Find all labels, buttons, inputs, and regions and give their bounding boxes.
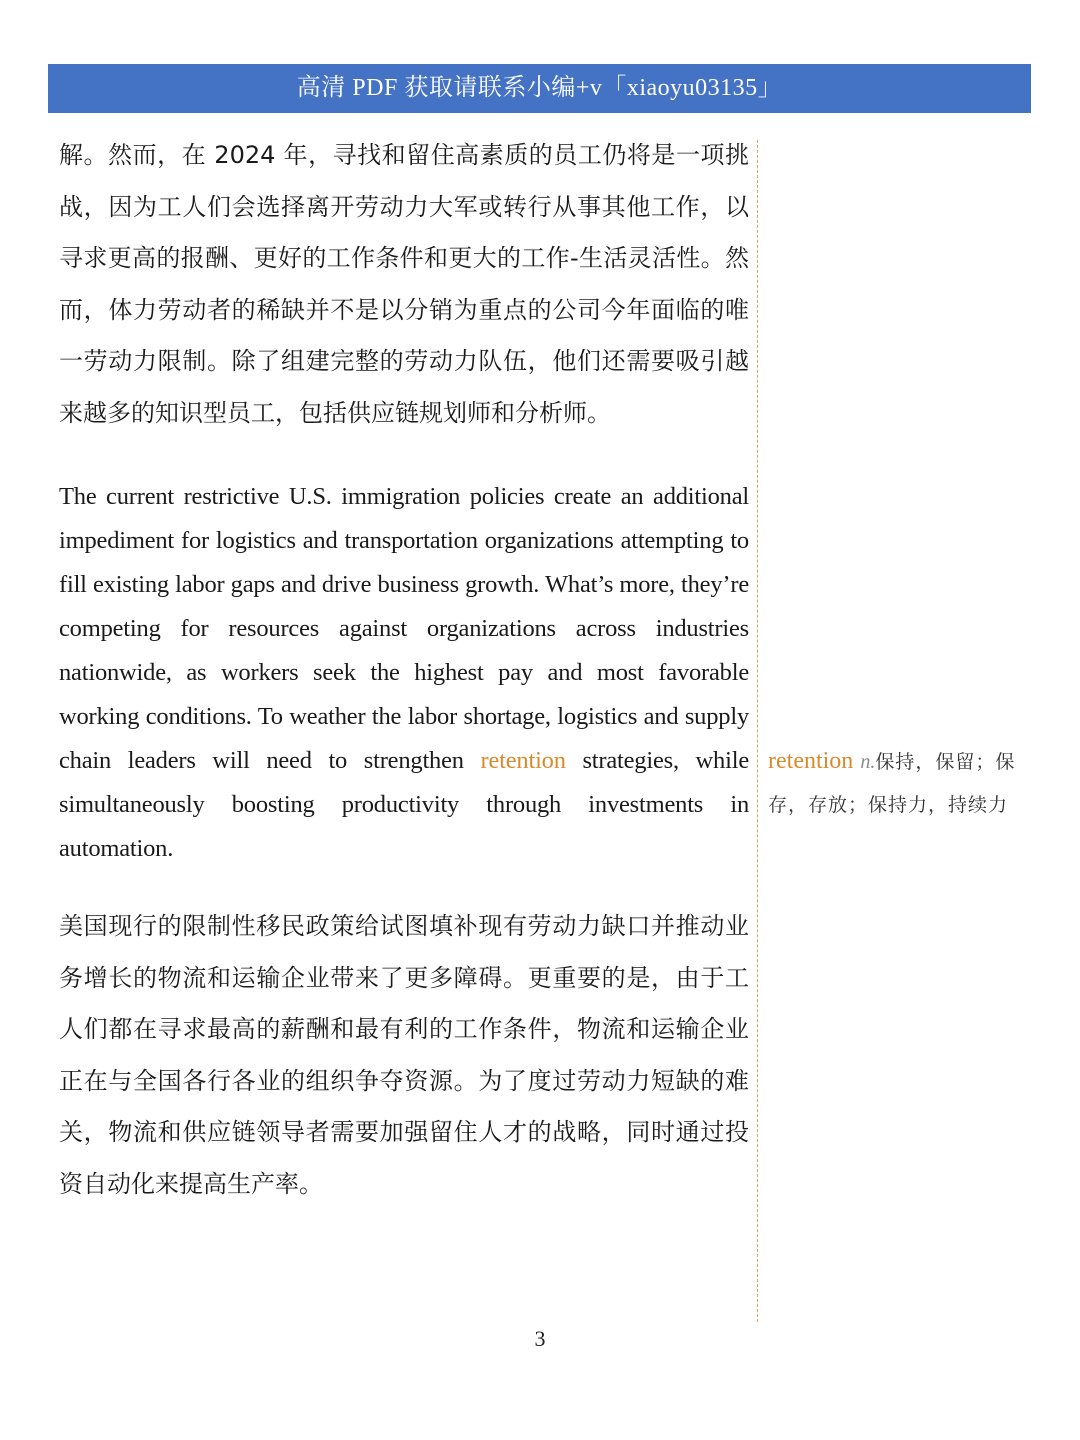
page-number: 3	[534, 1326, 546, 1351]
vocab-side-note	[768, 740, 1030, 827]
main-text-column	[59, 130, 749, 1210]
header-banner: 高清 PDF 获取请联系小编+v「xiaoyu03135」	[48, 64, 1031, 113]
chinese-intro-paragraph: 解。然而，在 2024 年，寻找和留住高素质的员工仍将是一项挑战，因为工人们会选择离开劳动力大军或转行从事其他工作，以寻求更高的报酬、更好的工作条件和更大的工作-生活灵活性。然而，体力劳动者的稀缺并不是以分销为重点的公司今年面临的唯一劳动力限制。除了组建完整的劳动力队伍，他们还需要吸引越来越多的知识型员工，包括供应链规划师和分析师。	[59, 141, 749, 427]
chinese-translation-paragraph: 美国现行的限制性移民政策给试图填补现有劳动力缺口并推动业务增长的物流和运输企业带来了更多障碍。更重要的是，由于工人们都在寻求最高的薪酬和最有利的工作条件，物流和运输企业正在与全国各行各业的组织争夺资源。为了度过劳动力短缺的难关，物流和供应链领导者需要加强留住人才的战略，同时通过投资自动化来提高生产率。	[59, 912, 749, 1198]
vocab-part-of-speech: n.	[860, 751, 876, 773]
english-paragraph	[59, 475, 749, 871]
vocab-term: retention	[768, 748, 854, 774]
english-text-after: strategies, while simultaneously boosting productivity through investments in automation.	[59, 747, 749, 862]
vocab-definition: 保持，保留；保存，存放；保持力，持续力	[768, 751, 1016, 816]
english-text-before: The current restrictive U.S. immigration policies create an additional impediment for logistics and transportation organizations attempting to fill existing labor gaps and drive business growth. What’s more, they’re competing for resources against organizations across industries nationwide, as workers seek the highest pay and most favorable working conditions. To weather the labor shortage, logistics and supply chain leaders will need to strengthen	[59, 483, 749, 774]
highlighted-vocab-word: retention	[480, 747, 566, 774]
margin-divider	[757, 140, 758, 1322]
